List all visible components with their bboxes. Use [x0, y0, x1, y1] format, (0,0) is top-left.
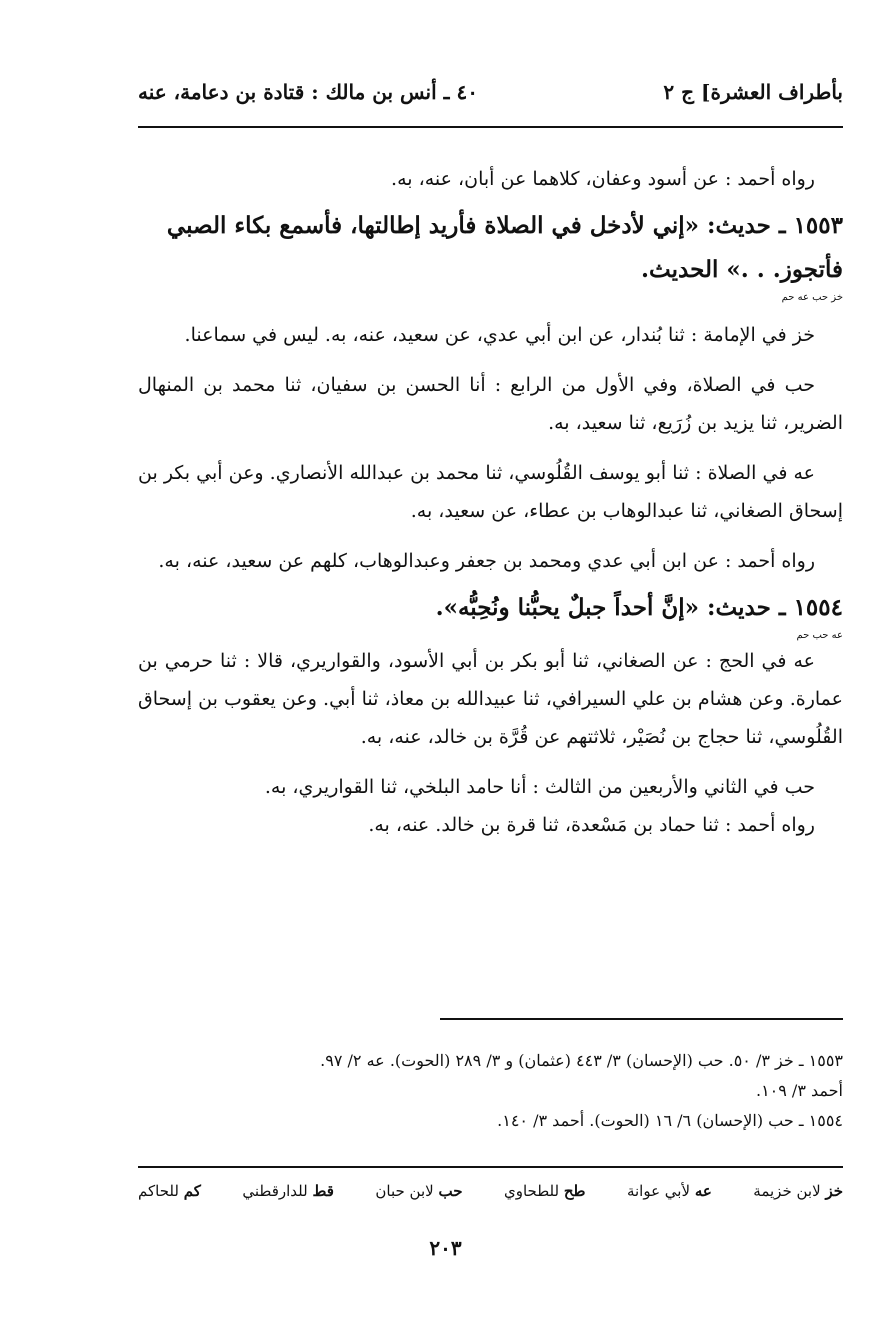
paragraph: عه في الحج : عن الصغاني، ثنا أبو بكر بن أبي الأسود، والقواريري، قالا : ثنا حرمي بن عمارة. وعن هشام بن علي السيرافي، ثنا عبيدالله بن معاذ، ثنا أبي. وعن يعقوب بن إسحاق القُلُوسي، ثنا حجاج بن نُصَيْر، ثلاثتهم عن قُرَّة بن خالد، عنه، به. [138, 650, 843, 748]
footnote-rule [440, 1018, 843, 1020]
page-number: ٢٠٣ [429, 1236, 462, 1260]
paragraph: خز في الإمامة : ثنا بُندار، عن ابن أبي عدي، عن سعيد، عنه، به. ليس في سماعنا. [184, 324, 815, 346]
paragraph: عه في الصلاة : ثنا أبو يوسف القُلُوسي، ثنا محمد بن عبدالله الأنصاري. وعن أبي بكر بن إسحاق الصغاني، ثنا عبدالوهاب بن عطاء، عن سعيد، به. [138, 462, 843, 522]
abbreviation-legend [138, 1182, 843, 1200]
hadith-1554-heading [138, 586, 843, 630]
running-header-left: ٤٠ ـ أنس بن مالك : قتادة بن دعامة، عنه [138, 80, 478, 104]
footnote-line: ١٥٥٤ ـ حب (الإحسان) ٦/ ١٦ (الحوت). أحمد ٣/ ١٤٠. [497, 1111, 843, 1130]
legend-item: كم للحاكم [138, 1182, 201, 1200]
paragraph: حب في الصلاة، وفي الأول من الرابع : أنا الحسن بن سفيان، ثنا محمد بن المنهال الضرير، ثنا يزيد بن زُرَيع، ثنا سعيد، به. [138, 374, 843, 434]
legend-rule [138, 1166, 843, 1168]
legend-item: طح للطحاوي [503, 1182, 586, 1200]
footnote-line: أحمد ٣/ ١٠٩. [755, 1081, 843, 1100]
paragraph: رواه أحمد : ثنا حماد بن مَسْعدة، ثنا قرة بن خالد. عنه، به. [368, 814, 815, 836]
hadith-1553-symbols: خز حب عه حم [781, 292, 843, 303]
footnotes [138, 1046, 843, 1136]
header-rule [138, 126, 843, 128]
legend-item: خز لابن خزيمة [753, 1182, 843, 1200]
paragraph: رواه أحمد : عن ابن أبي عدي ومحمد بن جعفر وعبدالوهاب، كلهم عن سعيد، عنه، به. [158, 550, 815, 572]
legend-item: حب لابن حبان [375, 1182, 463, 1200]
hadith-1553-text: ١٥٥٣ ـ حديث: «إني لأدخل في الصلاة فأريد إطالتها، فأسمع بكاء الصبي فأتجوز. . .» الحديث. [166, 212, 843, 283]
paragraph: رواه أحمد : عن أسود وعفان، كلاهما عن أبان، عنه، به. [391, 168, 815, 190]
main-text [138, 160, 843, 844]
hadith-1554-text: ١٥٥٤ ـ حديث: «إنَّ أحداً جبلٌ يحبُّنا ونُحِبُّه». [435, 594, 843, 621]
legend-item: قط للدارقطني [242, 1182, 334, 1200]
hadith-1553-heading [138, 204, 843, 292]
paragraph: حب في الثاني والأربعين من الثالث : أنا حامد البلخي، ثنا القواريري، به. [264, 776, 815, 798]
footnote-line: ١٥٥٣ ـ خز ٣/ ٥٠. حب (الإحسان) ٣/ ٤٤٣ (عثمان) و ٣/ ٢٨٩ (الحوت). عه ٢/ ٩٧. [320, 1051, 843, 1070]
hadith-1554-symbols: عه حب حم [796, 630, 843, 641]
legend-item: عه لأبي عوانة [626, 1182, 712, 1200]
running-header-right: بأطراف العشرة] ج ٢ [663, 80, 843, 104]
